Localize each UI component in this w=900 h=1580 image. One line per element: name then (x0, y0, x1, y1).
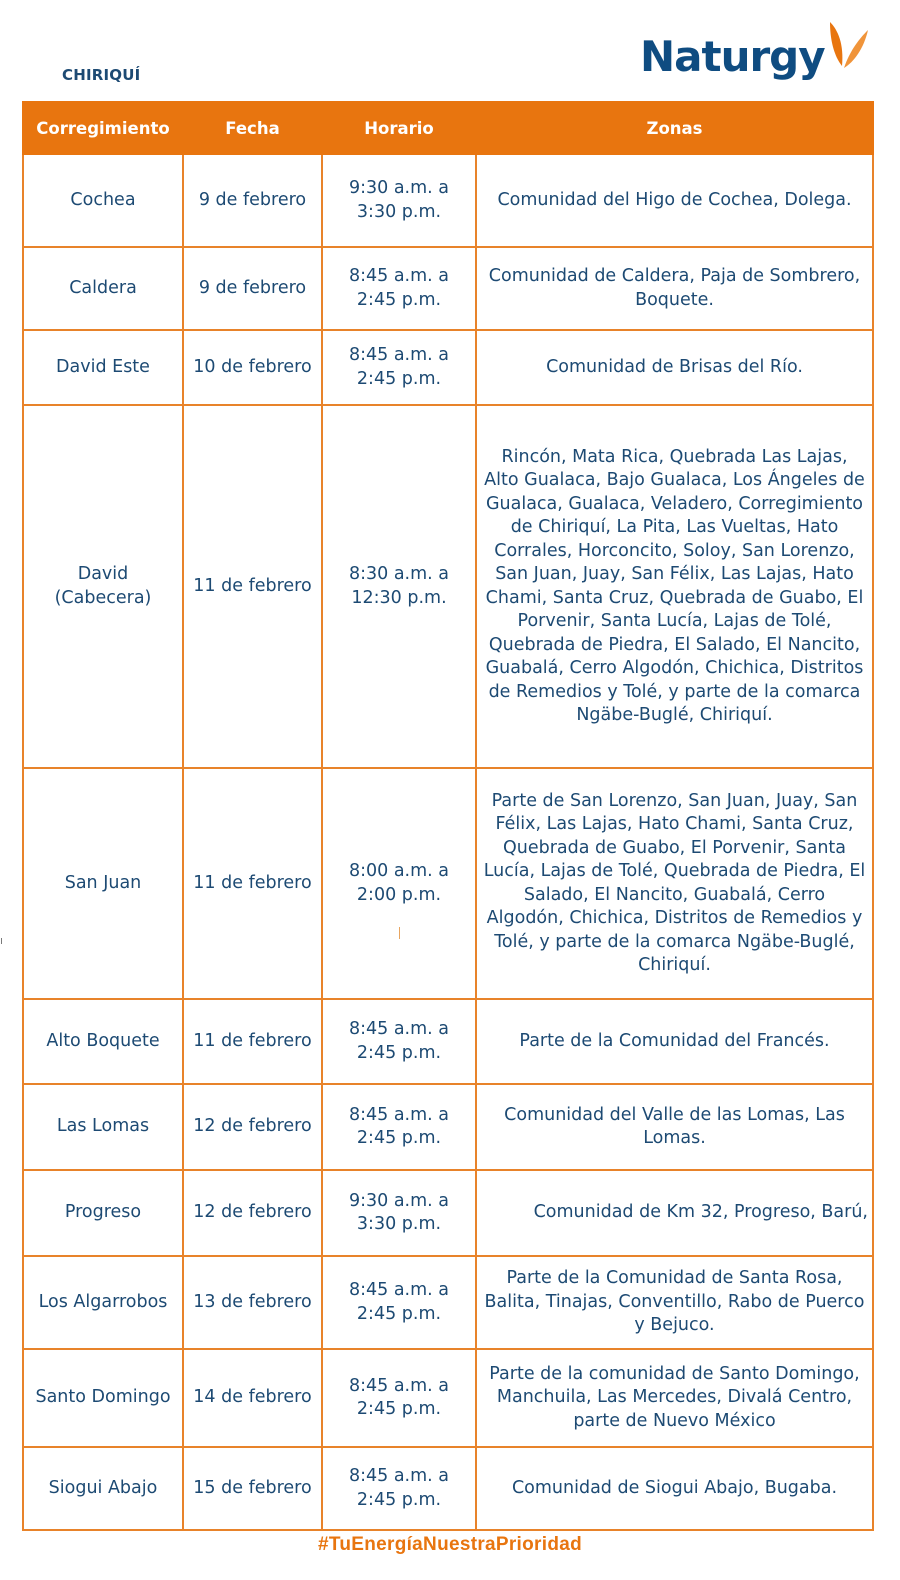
cell-zonas: Comunidad de Siogui Abajo, Bugaba. (476, 1447, 873, 1530)
table-row (23, 405, 873, 768)
cell-fecha: 11 de febrero (183, 999, 322, 1084)
butterfly-icon (824, 16, 874, 76)
cell-corregimiento: Las Lomas (23, 1084, 183, 1170)
cell-fecha: 12 de febrero (183, 1170, 322, 1256)
cell-corregimiento: Santo Domingo (23, 1349, 183, 1447)
cell-zonas: Comunidad del Higo de Cochea, Dolega. (476, 154, 873, 247)
footer-hashtag: #TuEnergíaNuestraPrioridad (317, 1534, 582, 1555)
column-header-corregimiento: Corregimiento (23, 102, 183, 154)
cell-horario (322, 1447, 476, 1530)
horario-start: 8:45 a.m. a (348, 266, 450, 286)
horario-start: 8:45 a.m. a (348, 1375, 450, 1396)
horario-start: 8:45 a.m. a (348, 1466, 450, 1486)
table-row (23, 154, 873, 247)
naturgy-logo (640, 14, 880, 84)
horario-start: 8:45 a.m. a (348, 345, 450, 365)
cell-horario (322, 154, 476, 247)
horario-start: 9:30 a.m. a (348, 178, 450, 198)
horario-end: 3:30 p.m. (356, 1214, 442, 1234)
region-title: CHIRIQUÍ (62, 66, 141, 84)
cell-zonas: Comunidad de Km 32, Progreso, Barú, (476, 1170, 873, 1256)
horario-end: 2:45 p.m. (356, 1489, 442, 1510)
cell-corregimiento: Caldera (23, 247, 183, 330)
cell-zonas: Comunidad del Valle de las Lomas, Las Lomas. (476, 1084, 873, 1170)
cell-corregimiento: Alto Boquete (23, 999, 183, 1084)
cell-zonas: Rincón, Mata Rica, Quebrada Las Lajas, Alto Gualaca, Bajo Gualaca, Los Ángeles de Gualaca, Gualaca, Veladero, Corregimiento de Chiriquí, La Pita, Las Vueltas, Hato Corrales, Horconcito, Soloy, San Lorenzo, San Juan, Juay, San Félix, Las Lajas, Hato Chami, Santa Cruz, Quebrada de Guabo, El Porvenir, Santa Lucía, Lajas de Tolé, Quebrada de Piedra, El Salado, El Nancito, Guabalá, Cerro Algodón, Chichica, Distritos de Remedios y Tolé, y parte de la comarca Ngäbe-Buglé, Chiriquí. (476, 405, 873, 768)
cell-zonas: Parte de la Comunidad de Santa Rosa, Balita, Tinajas, Conventillo, Rabo de Puerco y Bejuco. (476, 1256, 873, 1349)
cell-fecha: 14 de febrero (183, 1349, 322, 1447)
table-row (23, 1256, 873, 1349)
cell-corregimiento: Cochea (23, 154, 183, 247)
table-row (23, 768, 873, 999)
cell-horario (322, 999, 476, 1084)
cell-fecha: 11 de febrero (183, 405, 322, 768)
cell-horario (322, 247, 476, 330)
table-row (23, 1084, 873, 1170)
cell-horario (322, 1256, 476, 1349)
column-header-zonas: Zonas (476, 102, 873, 154)
column-header-fecha: Fecha (183, 102, 322, 154)
horario-start: 8:45 a.m. a (348, 1104, 450, 1125)
cell-zonas: Parte de la Comunidad del Francés. (476, 999, 873, 1084)
cell-horario (322, 405, 476, 768)
cell-fecha: 11 de febrero (183, 768, 322, 999)
horario-start: 8:45 a.m. a (348, 1280, 450, 1300)
horario-end: 2:45 p.m. (356, 368, 442, 389)
cell-fecha: 15 de febrero (183, 1447, 322, 1530)
cell-fecha: 9 de febrero (183, 154, 322, 247)
schedule-table (22, 101, 874, 1531)
edge-mark (1, 938, 2, 944)
cell-horario (322, 768, 476, 999)
horario-end: 2:45 p.m. (356, 289, 442, 310)
cell-zonas: Comunidad de Brisas del Río. (476, 330, 873, 405)
cell-corregimiento: Progreso (23, 1170, 183, 1256)
cell-fecha: 10 de febrero (183, 330, 322, 405)
table-row (23, 1349, 873, 1447)
horario-end: 2:45 p.m. (356, 1399, 442, 1419)
cell-horario (322, 1170, 476, 1256)
cell-corregimiento: David Este (23, 330, 183, 405)
cell-zonas: Comunidad de Caldera, Paja de Sombrero, Boquete. (476, 247, 873, 330)
cell-fecha: 9 de febrero (183, 247, 322, 330)
cell-zonas: Parte de San Lorenzo, San Juan, Juay, San Félix, Las Lajas, Hato Chami, Santa Cruz, Quebrada de Guabo, El Porvenir, Santa Lucía, Lajas de Tolé, Quebrada de Piedra, El Salado, El Nancito, Guabalá, Cerro Algodón, Chichica, Distritos de Remedios y Tolé, y parte de la comarca Ngäbe-Buglé, Chiriquí. (476, 768, 873, 999)
horario-end: 12:30 p.m. (351, 587, 447, 608)
horario-end: 2:45 p.m. (356, 1303, 442, 1324)
horario-end: 3:30 p.m. (356, 201, 442, 222)
cell-corregimiento: Siogui Abajo (23, 1447, 183, 1530)
cell-corregimiento: David (Cabecera) (23, 405, 183, 768)
table-header-row (23, 102, 873, 154)
cell-corregimiento: San Juan (23, 768, 183, 999)
table-row (23, 1170, 873, 1256)
horario-end: 2:45 p.m. (356, 1128, 442, 1148)
table-row (23, 330, 873, 405)
horario-start: 8:30 a.m. a (348, 564, 450, 584)
cell-horario (322, 1084, 476, 1170)
horario-end: 2:00 p.m. (356, 884, 442, 905)
horario-end: 2:45 p.m. (356, 1042, 442, 1063)
table-row (23, 999, 873, 1084)
stray-mark (399, 927, 400, 939)
column-header-horario: Horario (322, 102, 476, 154)
cell-fecha: 12 de febrero (183, 1084, 322, 1170)
cell-corregimiento: Los Algarrobos (23, 1256, 183, 1349)
horario-start: 8:00 a.m. a (348, 861, 450, 881)
cell-fecha: 13 de febrero (183, 1256, 322, 1349)
table-row (23, 247, 873, 330)
cell-horario (322, 330, 476, 405)
cell-zonas: Parte de la comunidad de Santo Domingo, Manchuila, Las Mercedes, Divalá Centro, parte de Nuevo México (476, 1349, 873, 1447)
table-row (23, 1447, 873, 1530)
horario-start: 8:45 a.m. a (348, 1019, 450, 1039)
cell-horario (322, 1349, 476, 1447)
horario-start: 9:30 a.m. a (348, 1190, 450, 1211)
brand-name: Naturgy (640, 32, 825, 81)
